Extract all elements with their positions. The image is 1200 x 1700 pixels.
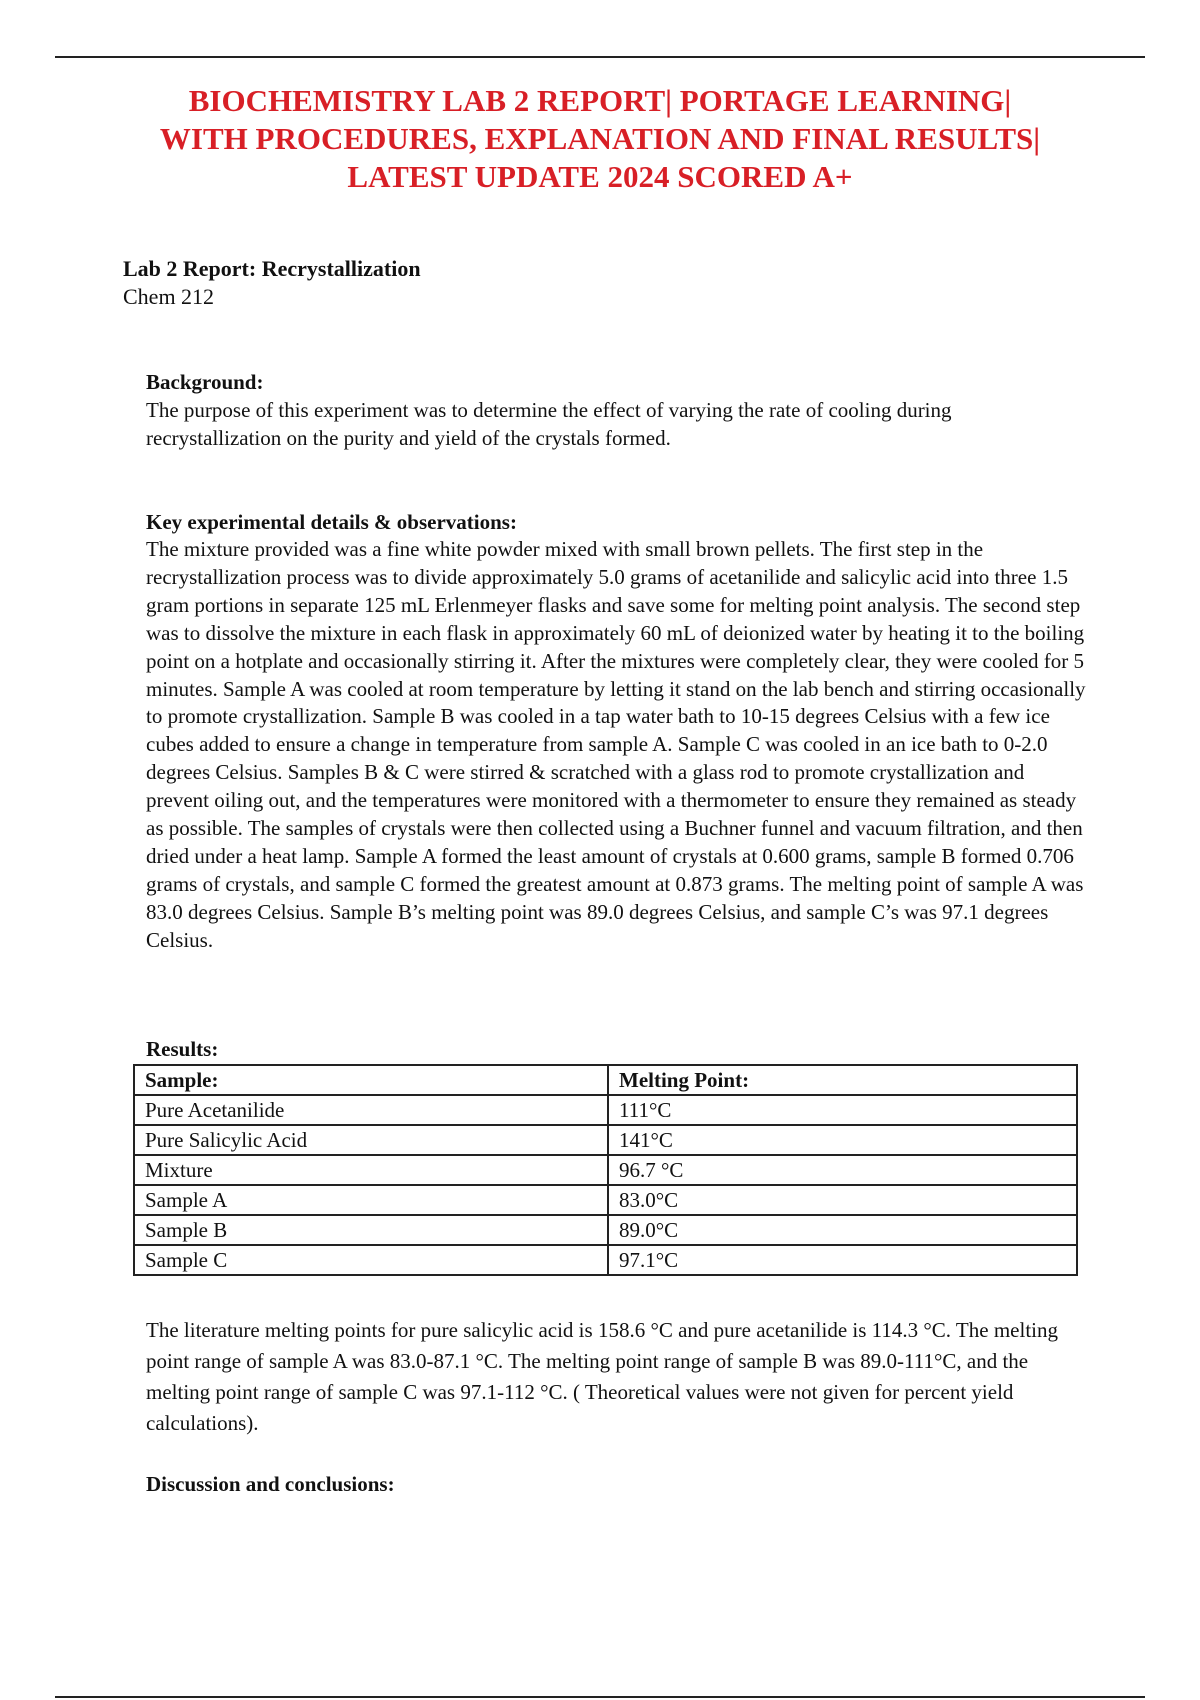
sample-cell: Sample C [134,1245,608,1275]
sample-cell: Mixture [134,1155,608,1185]
table-row [134,1095,1077,1125]
melting-point-cell: 96.7 °C [608,1155,1077,1185]
title-line-1: BIOCHEMISTRY LAB 2 REPORT| PORTAGE LEARNING| [188,83,1012,118]
table-row [134,1125,1077,1155]
experiment-section [146,508,1086,955]
melting-point-cell: 83.0°C [608,1185,1077,1215]
background-section [146,368,1086,452]
melting-point-cell: 97.1°C [608,1245,1077,1275]
melting-point-cell: 141°C [608,1125,1077,1155]
results-heading: Results: [146,1037,219,1061]
title-line-3: LATEST UPDATE 2024 SCORED A+ [347,159,853,194]
table-header-row [134,1065,1077,1095]
sample-cell: Sample A [134,1185,608,1215]
top-rule [55,56,1145,58]
report-title: Lab 2 Report: Recrystallization [123,256,421,281]
melting-point-cell: 89.0°C [608,1215,1077,1245]
experiment-text: The mixture provided was a fine white powder mixed with small brown pellets. The first step in the recrystallization process was to divide approximately 5.0 grams of acetanilide and salicylic acid into three 1.5 gram portions in separate 125 mL Erlenmeyer flasks and save some for melting point analysis. The second step was to dissolve the mixture in each flask in approximately 60 mL of deionized water by heating it to the boiling point on a hotplate and occasionally stirring it. After the mixtures were completely clear, they were cooled for 5 minutes. Sample A was cooled at room temperature by letting it stand on the lab bench and stirring occasionally to promote crystallization. Sample B was cooled in a tap water bath to 10-15 degrees Celsius with a few ice cubes added to ensure a change in temperature from sample A. Sample C was cooled in an ice bath to 0-2.0 degrees Celsius. Samples B & C were stirred & scratched with a glass rod to promote crystallization and prevent oiling out, and the temperatures were monitored with a thermometer to ensure they remained as steady as possible. The samples of crystals were then collected using a Buchner funnel and vacuum filtration, and then dried under a heat lamp. Sample A formed the least amount of crystals at 0.600 grams, sample B formed 0.706 grams of crystals, and sample C formed the greatest amount at 0.873 grams. The melting point of sample A was 83.0 degrees Celsius. Sample B’s melting point was 89.0 degrees Celsius, and sample C’s was 97.1 degrees Celsius. [146,537,1086,952]
literature-section [146,1315,1086,1439]
course-name: Chem 212 [123,284,215,309]
sample-cell: Sample B [134,1215,608,1245]
discussion-section [146,1470,1086,1498]
title-line-2: WITH PROCEDURES, EXPLANATION AND FINAL RESULTS| [159,121,1041,156]
experiment-heading: Key experimental details & observations: [146,510,517,534]
melting-point-cell: 111°C [608,1095,1077,1125]
sample-cell: Pure Acetanilide [134,1095,608,1125]
report-heading [123,255,421,311]
table-row [134,1245,1077,1275]
background-text: The purpose of this experiment was to determine the effect of varying the rate of cooling during recrystallization on the purity and yield of the crystals formed. [146,398,952,450]
table-row [134,1215,1077,1245]
discussion-heading: Discussion and conclusions: [146,1472,395,1496]
table-row [134,1185,1077,1215]
column-header-melting-point: Melting Point: [608,1065,1077,1095]
document-title [60,82,1140,196]
results-table [133,1064,1078,1276]
bottom-rule [55,1696,1145,1698]
sample-cell: Pure Salicylic Acid [134,1125,608,1155]
column-header-sample: Sample: [134,1065,608,1095]
table-row [134,1155,1077,1185]
background-heading: Background: [146,370,264,394]
literature-text: The literature melting points for pure salicylic acid is 158.6 °C and pure acetanilide is 114.3 °C. The melting point range of sample A was 83.0-87.1 °C. The melting point range of sample B was 89.0-111°C, and the melting point range of sample C was 97.1-112 °C. ( Theoretical values were not given for percent yield calculations). [146,1318,1058,1435]
